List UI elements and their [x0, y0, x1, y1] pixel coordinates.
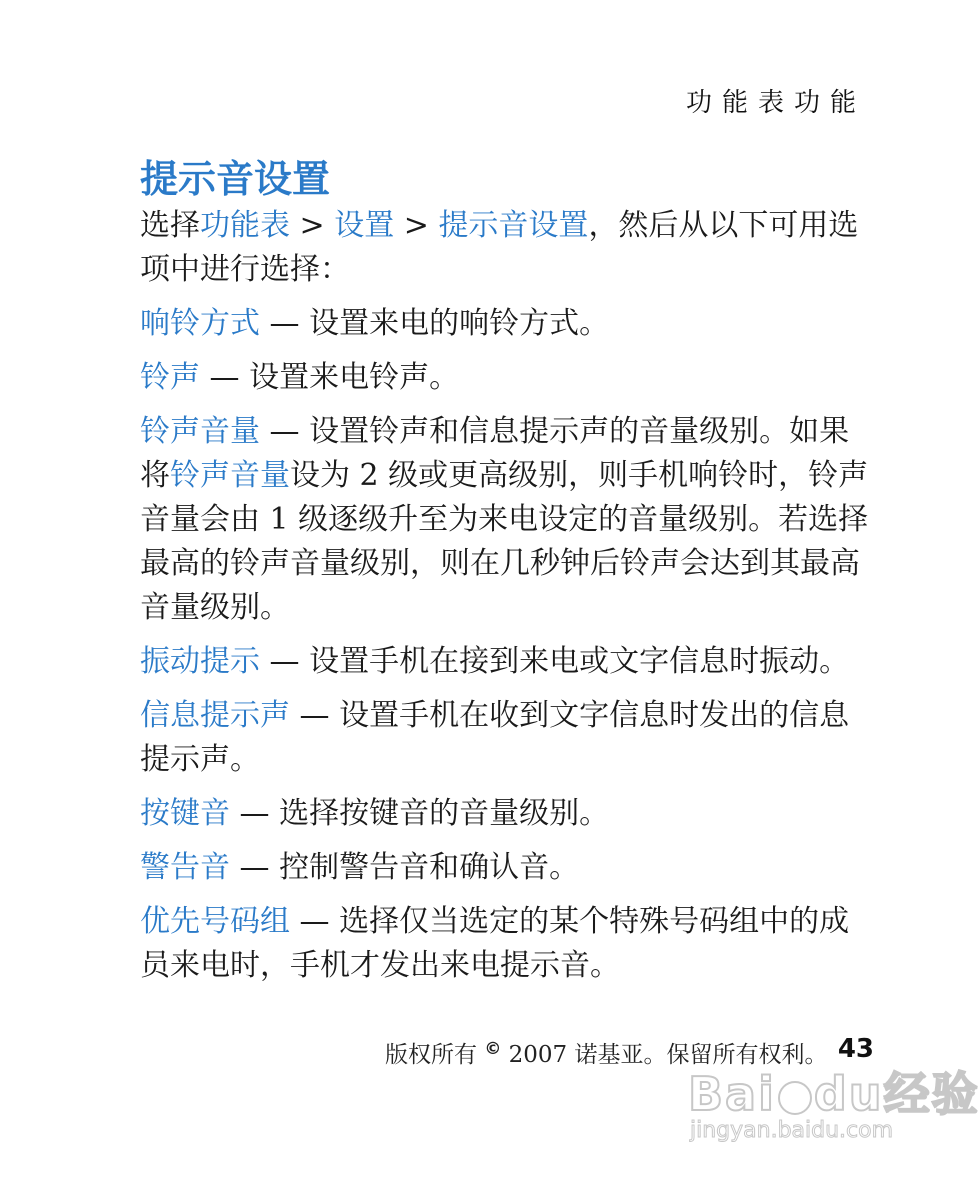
option-description: — 选择按键音的音量级别。	[230, 796, 610, 831]
watermark-url: jingyan.baidu.com	[690, 1118, 894, 1143]
menu-path-separator: >	[290, 208, 335, 243]
option-description: — 设置铃声和信息提示声的音量级别。如果将	[140, 414, 850, 493]
option-item	[140, 410, 875, 630]
option-item	[140, 900, 875, 988]
menu-path-separator: >	[394, 208, 439, 243]
watermark-logo	[688, 1058, 980, 1124]
option-item	[140, 302, 875, 346]
menu-path-item: 提示音设置	[438, 208, 589, 243]
copyright-symbol: ©	[484, 1039, 502, 1059]
watermark-logo-text: 经验	[883, 1067, 980, 1121]
baidu-watermark	[688, 1058, 980, 1168]
option-term: 按键音	[140, 796, 230, 831]
document-body	[140, 204, 875, 998]
option-description: — 设置手机在接到来电或文字信息时振动。	[260, 644, 850, 679]
section-title: 提示音设置	[140, 157, 331, 201]
option-item	[140, 356, 875, 400]
menu-path-item: 功能表	[200, 208, 290, 243]
option-term: 铃声	[140, 360, 200, 395]
watermark-logo-text: du	[813, 1067, 884, 1121]
option-term: 警告音	[140, 850, 230, 885]
option-description: — 选择仅当选定的某个特殊号码组中的成员来电时，手机才发出来电提示音。	[140, 904, 850, 983]
option-term-reference: 铃声音量	[170, 458, 290, 493]
option-description: 设为 2 级或更高级别，则手机响铃时，铃声音量会由 1 级逐级升至为来电设定的音量级别。若选择最高的铃声音量级别，则在几秒钟后铃声会达到其最高音量级别。	[140, 458, 869, 625]
copyright-text: 2007 诺基亚。保留所有权利。	[501, 1042, 828, 1068]
intro-prefix: 选择	[140, 208, 200, 243]
copyright-prefix: 版权所有	[385, 1042, 485, 1068]
option-item	[140, 694, 875, 782]
watermark-logo-text: Bai	[688, 1067, 776, 1121]
option-term: 信息提示声	[140, 698, 290, 733]
option-item	[140, 640, 875, 684]
intro-suffix: ，然后从以下可用选项中进行选择：	[140, 208, 859, 287]
option-term: 铃声音量	[140, 414, 260, 449]
menu-path-item: 设置	[334, 208, 395, 243]
option-description: — 设置来电的响铃方式。	[260, 306, 610, 341]
option-term: 振动提示	[140, 644, 260, 679]
option-item	[140, 846, 875, 890]
option-description: — 设置手机在收到文字信息时发出的信息提示声。	[140, 698, 850, 777]
intro-paragraph	[140, 204, 875, 292]
option-term: 响铃方式	[140, 306, 260, 341]
option-term: 优先号码组	[140, 904, 290, 939]
running-header: 功能表功能	[685, 88, 866, 118]
option-description: — 设置来电铃声。	[200, 360, 460, 395]
paw-icon	[778, 1081, 812, 1115]
page-number: 43	[837, 1034, 874, 1064]
option-description: — 控制警告音和确认音。	[230, 850, 580, 885]
option-item	[140, 792, 875, 836]
